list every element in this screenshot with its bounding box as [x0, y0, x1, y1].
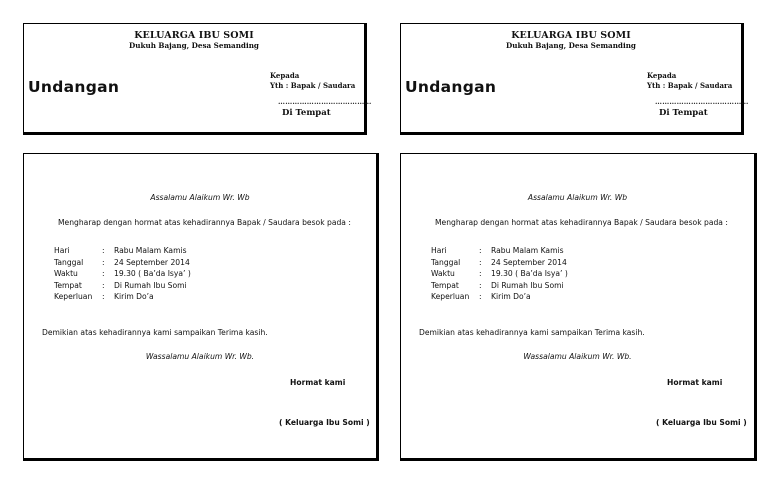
- to-line: Yth : Bapak / Saudara: [647, 81, 733, 90]
- invitation-title: Undangan: [28, 78, 120, 96]
- detail-label: Tanggal: [54, 257, 84, 267]
- event-details: [431, 245, 568, 303]
- letter-card-left: [23, 153, 379, 461]
- detail-value: 19.30 ( Ba’da Isya’ ): [491, 269, 568, 278]
- letter-card-right: [400, 153, 757, 461]
- regards: Hormat kami: [290, 378, 346, 387]
- detail-label: Waktu: [54, 269, 78, 278]
- detail-value: Di Rumah Ibu Somi: [491, 280, 564, 290]
- detail-row: [431, 291, 568, 303]
- detail-value: Di Rumah Ibu Somi: [114, 280, 187, 290]
- recipient-blank-line: …………………………………: [655, 97, 749, 106]
- detail-separator: :: [102, 246, 105, 255]
- detail-separator: :: [102, 269, 105, 278]
- detail-separator: :: [479, 292, 482, 301]
- detail-row: [54, 291, 191, 303]
- detail-label: Waktu: [431, 269, 455, 278]
- detail-label: Tanggal: [431, 257, 461, 267]
- closing-sentence: Demikian atas kehadirannya kami sampaikan Terima kasih.: [419, 328, 645, 337]
- detail-row: [54, 245, 191, 257]
- detail-row: [431, 280, 568, 292]
- place-label: Di Tempat: [282, 108, 331, 118]
- greeting: Assalamu Alaikum Wr. Wb: [150, 193, 250, 202]
- family-address: Dukuh Bajang, Desa Semanding: [506, 41, 636, 50]
- detail-row: [431, 268, 568, 280]
- farewell: Wassalamu Alaikum Wr. Wb.: [145, 352, 255, 361]
- closing-sentence: Demikian atas kehadirannya kami sampaikan Terima kasih.: [42, 328, 268, 337]
- detail-row: [431, 245, 568, 257]
- detail-label: Tempat: [431, 280, 459, 290]
- detail-separator: :: [479, 246, 482, 255]
- family-name: KELUARGA IBU SOMI: [134, 30, 254, 41]
- detail-value: 24 September 2014: [114, 257, 190, 267]
- detail-row: [54, 280, 191, 292]
- signature: ( Keluarga Ibu Somi ): [279, 418, 370, 427]
- detail-separator: :: [479, 280, 482, 290]
- detail-separator: :: [102, 257, 105, 267]
- recipient-block: [647, 71, 732, 91]
- detail-value: Rabu Malam Kamis: [114, 246, 187, 255]
- detail-row: [431, 257, 568, 269]
- regards: Hormat kami: [667, 378, 723, 387]
- family-address: Dukuh Bajang, Desa Semanding: [129, 41, 259, 50]
- detail-label: Hari: [431, 246, 447, 255]
- detail-value: Kirim Do’a: [114, 292, 154, 301]
- to-line: Yth : Bapak / Saudara: [270, 81, 356, 90]
- detail-separator: :: [479, 257, 482, 267]
- detail-value: Rabu Malam Kamis: [491, 246, 564, 255]
- detail-label: Keperluan: [54, 292, 93, 301]
- intro-paragraph: Mengharap dengan hormat atas kehadirannya Bapak / Saudara besok pada :: [435, 218, 728, 227]
- detail-row: [54, 257, 191, 269]
- detail-label: Tempat: [54, 280, 82, 290]
- detail-value: 19.30 ( Ba’da Isya’ ): [114, 269, 191, 278]
- envelope-card-right: [400, 23, 749, 135]
- recipient-blank-line: …………………………………: [278, 97, 372, 106]
- to-label: Kepada: [270, 71, 300, 80]
- detail-separator: :: [479, 269, 482, 278]
- detail-label: Hari: [54, 246, 70, 255]
- invitation-title: Undangan: [405, 78, 497, 96]
- detail-value: 24 September 2014: [491, 257, 567, 267]
- detail-row: [54, 268, 191, 280]
- signature: ( Keluarga Ibu Somi ): [656, 418, 747, 427]
- detail-separator: :: [102, 292, 105, 301]
- intro-paragraph: Mengharap dengan hormat atas kehadirannya Bapak / Saudara besok pada :: [58, 218, 351, 227]
- envelope-card-left: [23, 23, 372, 135]
- recipient-block: [270, 71, 355, 91]
- place-label: Di Tempat: [659, 108, 708, 118]
- farewell: Wassalamu Alaikum Wr. Wb.: [523, 352, 632, 361]
- detail-label: Keperluan: [431, 292, 470, 301]
- family-name: KELUARGA IBU SOMI: [511, 30, 631, 41]
- detail-value: Kirim Do’a: [491, 292, 531, 301]
- to-label: Kepada: [647, 71, 677, 80]
- event-details: [54, 245, 191, 303]
- greeting: Assalamu Alaikum Wr. Wb: [527, 193, 628, 202]
- detail-separator: :: [102, 280, 105, 290]
